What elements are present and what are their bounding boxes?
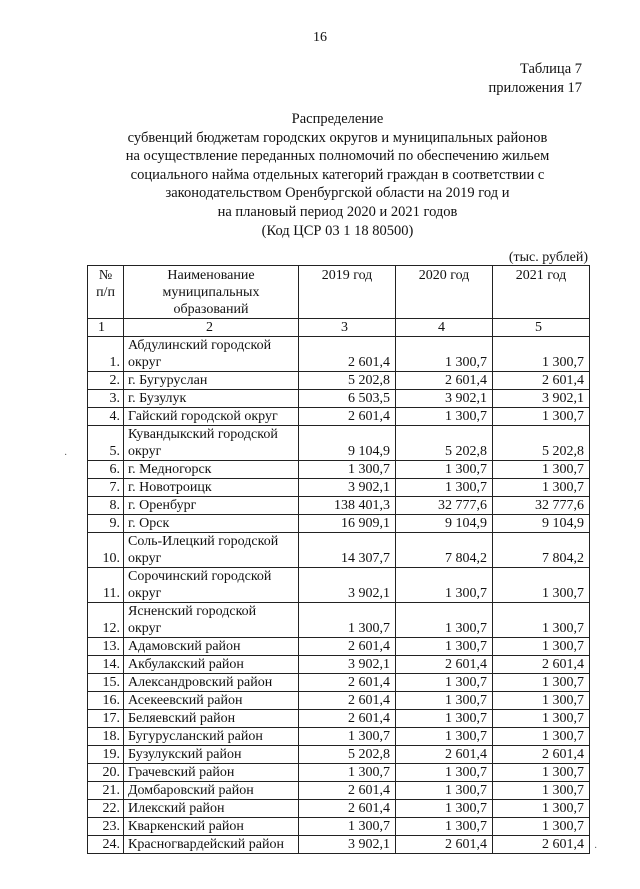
table-row <box>88 656 590 674</box>
municipality-name <box>124 568 299 603</box>
value-2021: 1 300,7 <box>493 800 590 818</box>
row-number: 15. <box>88 674 124 692</box>
municipality-name-line: Беляевский район <box>128 711 236 726</box>
value-2020: 1 300,7 <box>396 638 493 656</box>
header-2020: 2020 год <box>396 266 493 319</box>
municipality-name-line: г. Орск <box>128 516 170 531</box>
value-2020: 2 601,4 <box>396 656 493 674</box>
value-2020: 1 300,7 <box>396 568 493 603</box>
value-2021: 3 902,1 <box>493 390 590 408</box>
title-line: на плановый период 2020 и 2021 годов <box>217 203 458 220</box>
table-row <box>88 461 590 479</box>
row-number: 14. <box>88 656 124 674</box>
table-row <box>88 337 590 372</box>
municipality-name-line: г. Новотроицк <box>128 480 212 495</box>
value-2021: 1 300,7 <box>493 408 590 426</box>
municipality-name-line: Соль-Илецкий городской <box>128 534 279 549</box>
table-row <box>88 479 590 497</box>
table-row <box>88 836 590 854</box>
municipality-name <box>124 533 299 568</box>
value-2020: 1 300,7 <box>396 479 493 497</box>
title-line: (Код ЦСР 03 1 18 80500) <box>261 222 414 239</box>
table-row <box>88 800 590 818</box>
municipality-name-line: Александровский район <box>128 675 273 690</box>
municipality-name-line: Илекский район <box>128 801 225 816</box>
value-2020: 9 104,9 <box>396 515 493 533</box>
value-2019: 2 601,4 <box>299 638 396 656</box>
value-2021: 2 601,4 <box>493 746 590 764</box>
municipality-name <box>124 372 299 390</box>
value-2019: 1 300,7 <box>299 461 396 479</box>
municipality-name <box>124 800 299 818</box>
page-number: 16 <box>313 30 327 45</box>
value-2020: 2 601,4 <box>396 836 493 854</box>
value-2019: 1 300,7 <box>299 818 396 836</box>
value-2019: 3 902,1 <box>299 568 396 603</box>
row-number: 3. <box>88 390 124 408</box>
value-2020: 3 902,1 <box>396 390 493 408</box>
municipality-name-line: округ <box>128 586 162 601</box>
value-2019: 1 300,7 <box>299 728 396 746</box>
value-2019: 138 401,3 <box>299 497 396 515</box>
value-2021: 1 300,7 <box>493 638 590 656</box>
row-number: 21. <box>88 782 124 800</box>
municipality-name-line: г. Бузулук <box>128 391 187 406</box>
row-number: 4. <box>88 408 124 426</box>
table-row <box>88 497 590 515</box>
municipality-name <box>124 390 299 408</box>
table-row <box>88 372 590 390</box>
header-number-line: п/п <box>96 285 115 300</box>
units-label: (тыс. рублей) <box>508 250 588 265</box>
row-number: 10. <box>88 533 124 568</box>
row-number: 9. <box>88 515 124 533</box>
municipality-name-line: округ <box>128 621 162 636</box>
row-number: 11. <box>88 568 124 603</box>
value-2020: 1 300,7 <box>396 764 493 782</box>
row-number: 5. <box>88 426 124 461</box>
municipality-name-line: Кувандыкский городской <box>128 427 278 442</box>
municipality-name <box>124 337 299 372</box>
title-line: на осуществление переданных полномочий по обеспечению жильем <box>125 148 550 165</box>
value-2020: 1 300,7 <box>396 461 493 479</box>
value-2021: 2 601,4 <box>493 836 590 854</box>
value-2019: 2 601,4 <box>299 408 396 426</box>
value-2020: 2 601,4 <box>396 746 493 764</box>
municipality-name-line: Красногвардейский район <box>128 837 284 852</box>
municipality-name <box>124 818 299 836</box>
value-2020: 1 300,7 <box>396 603 493 638</box>
header-name-line: Наименование <box>167 268 255 283</box>
municipality-name <box>124 461 299 479</box>
header-name-line: муниципальных <box>162 285 260 300</box>
header-number-line: № <box>98 268 113 283</box>
municipality-name-line: Асекеевский район <box>128 693 243 708</box>
value-2019: 6 503,5 <box>299 390 396 408</box>
value-2020: 1 300,7 <box>396 408 493 426</box>
row-number: 12. <box>88 603 124 638</box>
header-number <box>88 266 124 319</box>
table-row <box>88 638 590 656</box>
header-name <box>124 266 299 319</box>
municipality-name <box>124 746 299 764</box>
value-2019: 16 909,1 <box>299 515 396 533</box>
value-2021: 1 300,7 <box>493 782 590 800</box>
column-number: 2 <box>124 319 299 337</box>
title-line: законодательством Оренбургской области на 2019 год и <box>165 185 510 202</box>
value-2019: 2 601,4 <box>299 710 396 728</box>
value-2019: 1 300,7 <box>299 764 396 782</box>
municipality-name <box>124 479 299 497</box>
value-2020: 5 202,8 <box>396 426 493 461</box>
row-number: 17. <box>88 710 124 728</box>
municipality-name-line: Ясненский городской <box>128 604 257 619</box>
column-number-row <box>88 319 590 337</box>
municipality-name-line: Бугурусланский район <box>128 729 263 744</box>
row-number: 6. <box>88 461 124 479</box>
municipality-name <box>124 656 299 674</box>
municipality-name-line: Акбулакский район <box>128 657 244 672</box>
municipality-name <box>124 638 299 656</box>
municipality-name-line: Кваркенский район <box>128 819 244 834</box>
value-2020: 1 300,7 <box>396 800 493 818</box>
value-2019: 5 202,8 <box>299 372 396 390</box>
value-2021: 1 300,7 <box>493 479 590 497</box>
municipality-name <box>124 497 299 515</box>
value-2021: 2 601,4 <box>493 656 590 674</box>
municipality-name <box>124 836 299 854</box>
title-line: Распределение <box>291 111 384 127</box>
value-2021: 1 300,7 <box>493 603 590 638</box>
table-caption <box>489 60 582 98</box>
distribution-table <box>87 265 590 854</box>
value-2019: 3 902,1 <box>299 836 396 854</box>
municipality-name-line: округ <box>128 355 162 370</box>
value-2019: 2 601,4 <box>299 800 396 818</box>
value-2019: 5 202,8 <box>299 746 396 764</box>
municipality-name <box>124 764 299 782</box>
row-number: 23. <box>88 818 124 836</box>
header-2019: 2019 год <box>299 266 396 319</box>
value-2021: 1 300,7 <box>493 728 590 746</box>
table-row <box>88 692 590 710</box>
value-2020: 1 300,7 <box>396 818 493 836</box>
municipality-name <box>124 603 299 638</box>
value-2021: 1 300,7 <box>493 764 590 782</box>
row-number: 1. <box>88 337 124 372</box>
value-2021: 1 300,7 <box>493 818 590 836</box>
row-number: 7. <box>88 479 124 497</box>
municipality-name-line: Гайский городской округ <box>128 409 278 424</box>
header-name-line: образований <box>173 302 249 317</box>
value-2019: 2 601,4 <box>299 674 396 692</box>
municipality-name <box>124 692 299 710</box>
column-number: 5 <box>493 319 590 337</box>
table-row <box>88 568 590 603</box>
table-row <box>88 728 590 746</box>
value-2021: 9 104,9 <box>493 515 590 533</box>
value-2020: 1 300,7 <box>396 710 493 728</box>
row-number: 19. <box>88 746 124 764</box>
column-number: 1 <box>88 319 124 337</box>
municipality-name <box>124 710 299 728</box>
value-2020: 1 300,7 <box>396 692 493 710</box>
table-row <box>88 390 590 408</box>
municipality-name-line: Адамовский район <box>128 639 241 654</box>
value-2021: 5 202,8 <box>493 426 590 461</box>
column-number: 4 <box>396 319 493 337</box>
table-row <box>88 782 590 800</box>
table-row <box>88 674 590 692</box>
municipality-name <box>124 728 299 746</box>
municipality-name-line: округ <box>128 444 162 459</box>
table-row <box>88 818 590 836</box>
municipality-name <box>124 515 299 533</box>
table-row <box>88 515 590 533</box>
municipality-name-line: Сорочинский городской <box>128 569 272 584</box>
value-2019: 9 104,9 <box>299 426 396 461</box>
row-number: 20. <box>88 764 124 782</box>
value-2021: 32 777,6 <box>493 497 590 515</box>
scan-dot: · <box>594 843 598 854</box>
value-2021: 2 601,4 <box>493 372 590 390</box>
table-row <box>88 764 590 782</box>
row-number: 13. <box>88 638 124 656</box>
value-2021: 1 300,7 <box>493 692 590 710</box>
value-2020: 2 601,4 <box>396 372 493 390</box>
value-2019: 2 601,4 <box>299 782 396 800</box>
municipality-name <box>124 782 299 800</box>
value-2020: 1 300,7 <box>396 674 493 692</box>
municipality-name-line: округ <box>128 551 162 566</box>
municipality-name-line: г. Оренбург <box>128 498 197 513</box>
municipality-name-line: г. Медногорск <box>128 462 212 477</box>
municipality-name-line: Домбаровский район <box>128 783 254 798</box>
table-row <box>88 710 590 728</box>
header-2021: 2021 год <box>493 266 590 319</box>
table-body <box>88 337 590 854</box>
municipality-name-line: Бузулукский район <box>128 747 242 762</box>
value-2019: 2 601,4 <box>299 692 396 710</box>
caption-line: приложения 17 <box>488 80 582 96</box>
table-row <box>88 746 590 764</box>
value-2021: 7 804,2 <box>493 533 590 568</box>
value-2019: 14 307,7 <box>299 533 396 568</box>
municipality-name-line: Грачевский район <box>128 765 235 780</box>
value-2021: 1 300,7 <box>493 461 590 479</box>
header-row <box>88 266 590 319</box>
caption-line: Таблица 7 <box>519 61 582 77</box>
municipality-name <box>124 408 299 426</box>
title-line: социального найма отдельных категорий граждан в соответствии с <box>130 166 545 183</box>
row-number: 2. <box>88 372 124 390</box>
municipality-name-line: Абдулинский городской <box>128 338 272 353</box>
document-title <box>60 110 615 240</box>
value-2021: 1 300,7 <box>493 337 590 372</box>
row-number: 16. <box>88 692 124 710</box>
table-row <box>88 426 590 461</box>
value-2021: 1 300,7 <box>493 568 590 603</box>
scan-dot: · <box>64 450 68 461</box>
table-row <box>88 603 590 638</box>
column-number: 3 <box>299 319 396 337</box>
row-number: 24. <box>88 836 124 854</box>
value-2019: 3 902,1 <box>299 656 396 674</box>
value-2019: 2 601,4 <box>299 337 396 372</box>
municipality-name-line: г. Бугуруслан <box>128 373 208 388</box>
value-2020: 1 300,7 <box>396 728 493 746</box>
value-2020: 7 804,2 <box>396 533 493 568</box>
value-2021: 1 300,7 <box>493 674 590 692</box>
value-2020: 1 300,7 <box>396 337 493 372</box>
value-2020: 32 777,6 <box>396 497 493 515</box>
row-number: 8. <box>88 497 124 515</box>
table-row <box>88 533 590 568</box>
table-row <box>88 408 590 426</box>
municipality-name <box>124 674 299 692</box>
title-line: субвенций бюджетам городских округов и муниципальных районов <box>127 129 548 146</box>
row-number: 22. <box>88 800 124 818</box>
value-2020: 1 300,7 <box>396 782 493 800</box>
value-2019: 1 300,7 <box>299 603 396 638</box>
municipality-name <box>124 426 299 461</box>
value-2019: 3 902,1 <box>299 479 396 497</box>
row-number: 18. <box>88 728 124 746</box>
value-2021: 1 300,7 <box>493 710 590 728</box>
